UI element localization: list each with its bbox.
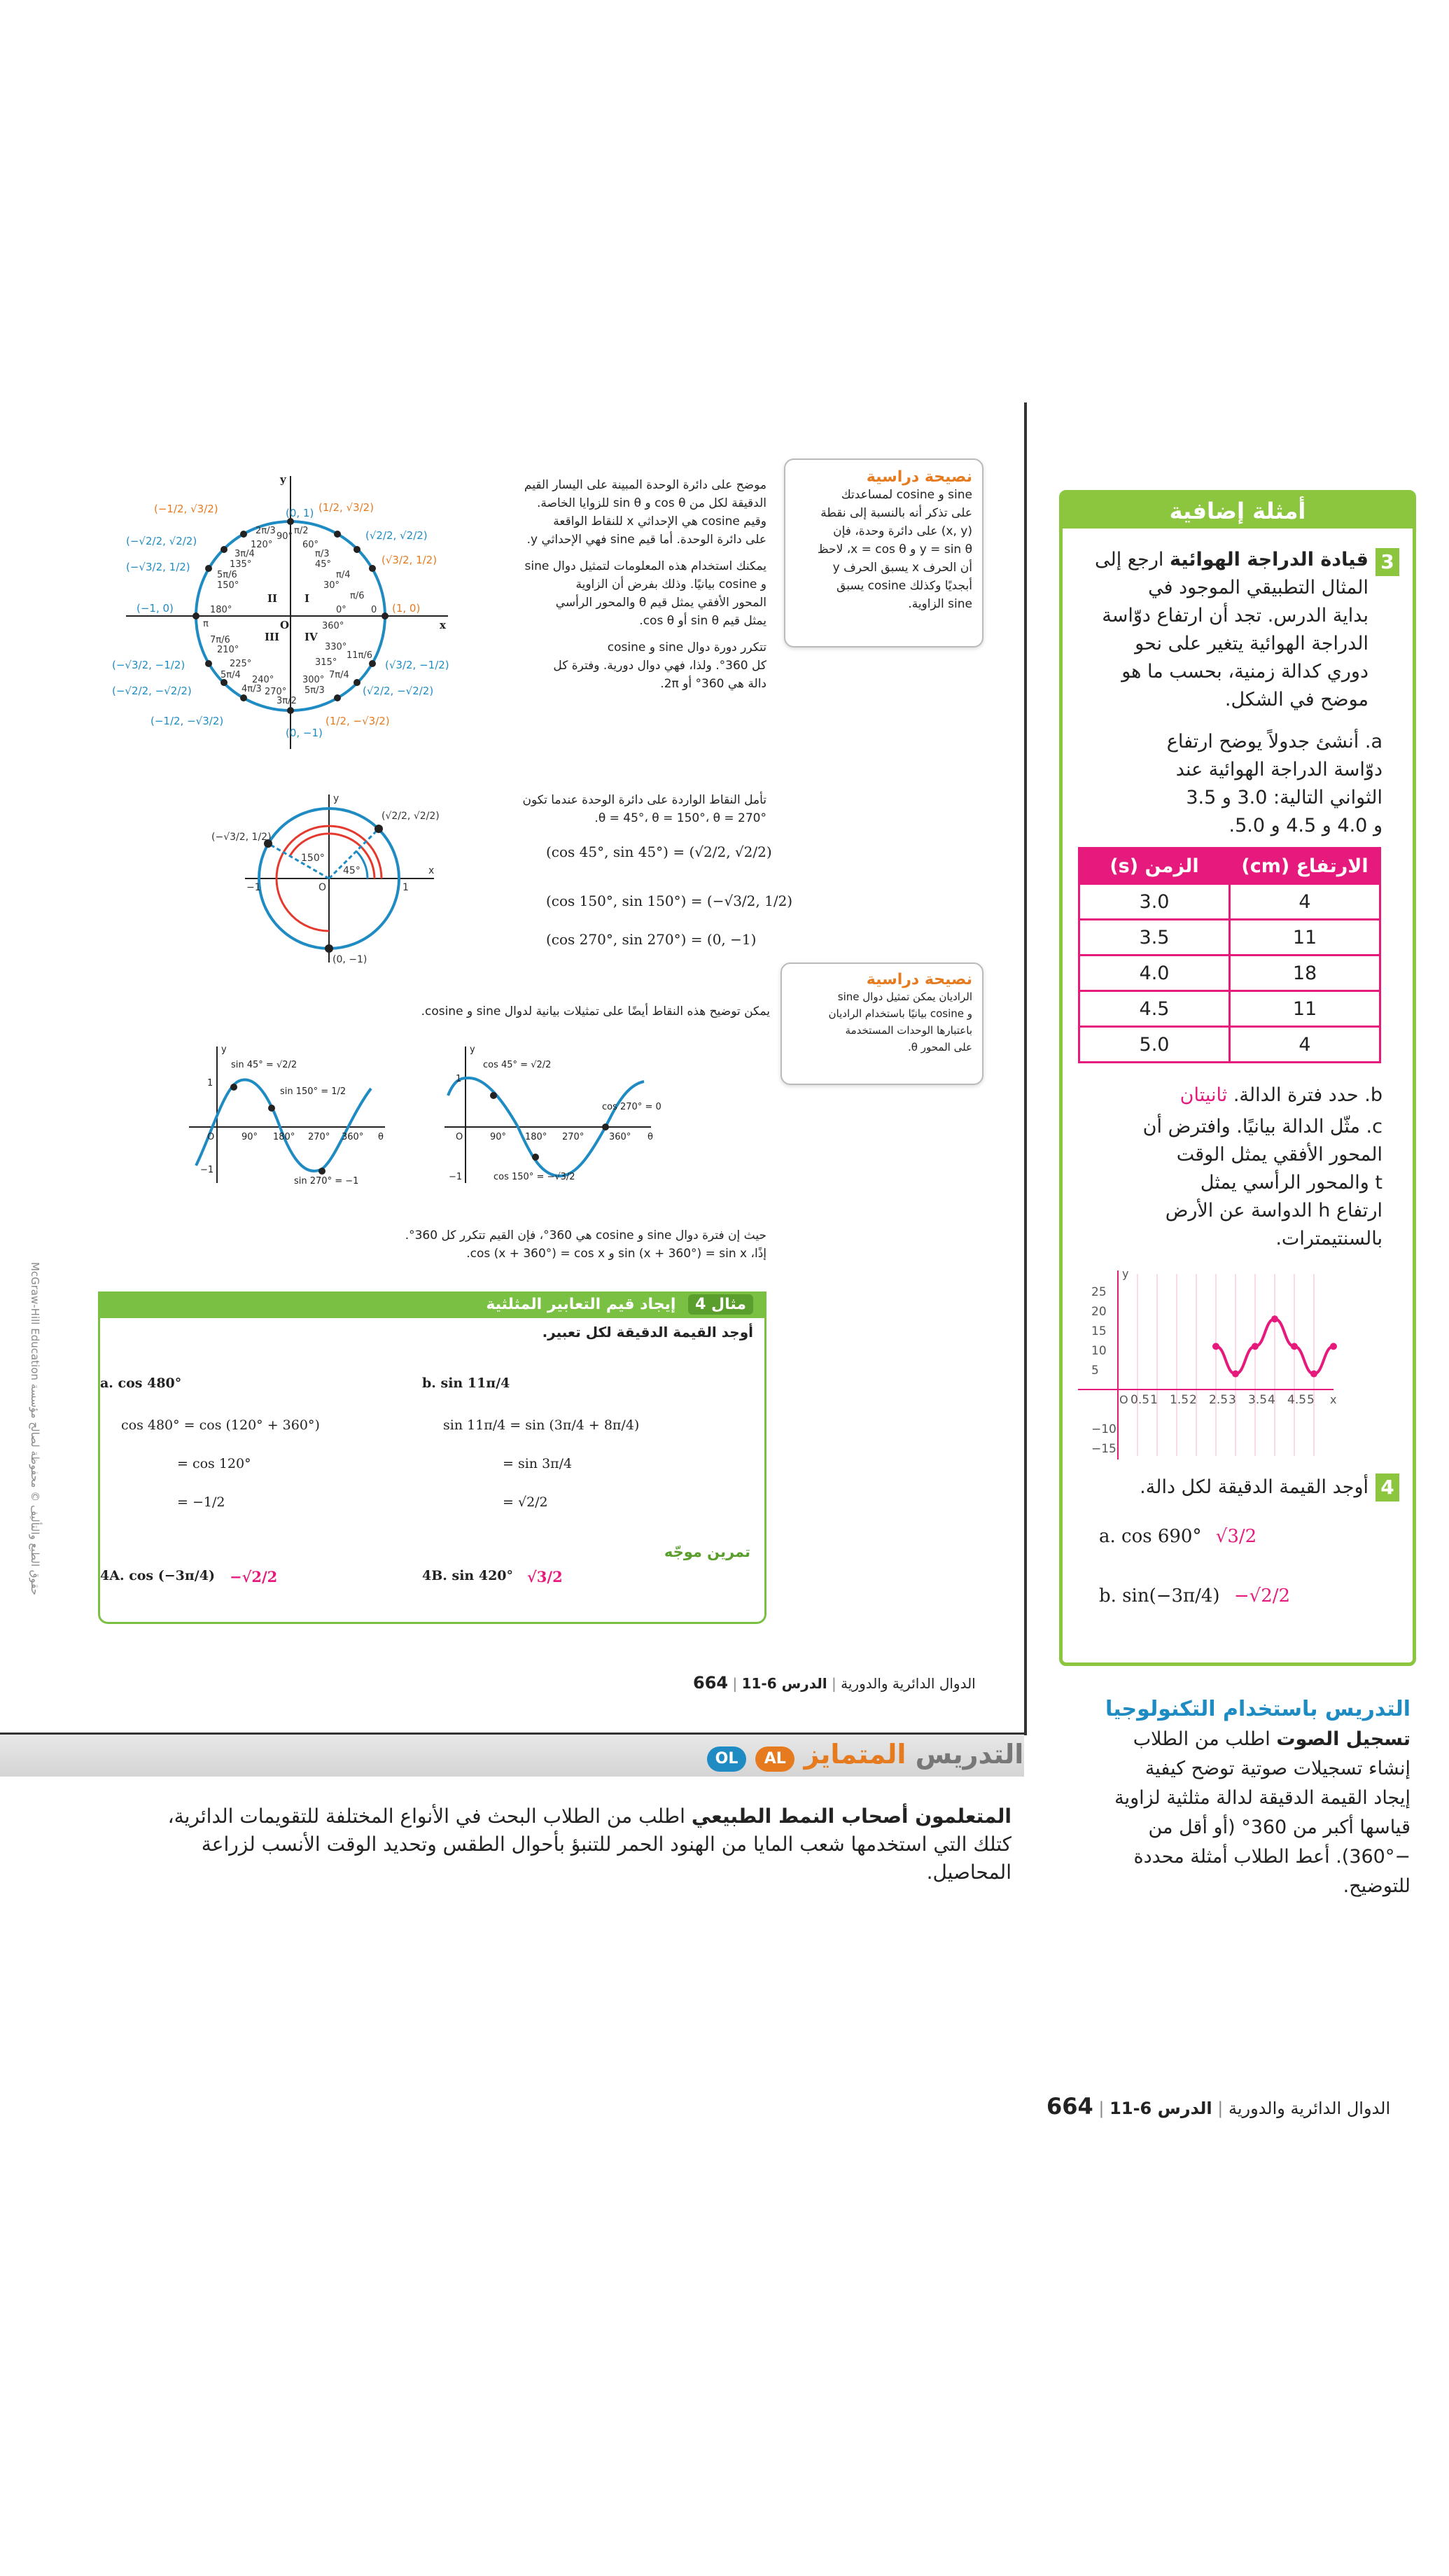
tech-subtitle: تسجيل الصوت (1276, 1728, 1410, 1750)
angle-label: 210° (217, 645, 239, 655)
study-tip-1-line: y = sin θ و x = cos θ، لاحظ (817, 542, 972, 556)
radian-label: 0 (371, 605, 377, 615)
part-a-step: = −1/2 (177, 1494, 225, 1510)
inner-footer-title: الدوال الدائرية والدورية (841, 1675, 976, 1692)
part-a-heading: a. cos 480° (100, 1376, 182, 1391)
quadrant-label: IV (304, 631, 318, 643)
y-tick-label: −10 (1091, 1422, 1116, 1436)
part-b-step: = √2/2 (503, 1494, 548, 1510)
sine-label: sin 150° = 1/2 (280, 1086, 346, 1097)
intro-line: على دائرة الوحدة. أما قيم sine فهي الإحداثي y. (526, 533, 766, 547)
tech-section (1057, 1694, 1410, 1901)
point-equation: (cos 270°, sin 270°) = (0, −1) (546, 931, 757, 948)
cos-label: cos 45° = √2/2 (483, 1060, 552, 1070)
exercise-4b-answer: √3/2 (527, 1568, 563, 1586)
curve-point (1291, 1343, 1298, 1350)
side-ex3b: b. حدد فترة الدالة. (1233, 1084, 1382, 1106)
table-row (1079, 920, 1380, 955)
curve-point (1212, 1343, 1219, 1350)
points-intro (458, 791, 766, 827)
period-line: حيث إن فترة دوال sine و cosine هي 360°، فإن القيم تتكرر كل 360°. (405, 1228, 766, 1242)
curve-point (1232, 1371, 1239, 1378)
y-tick-label: 15 (1091, 1324, 1107, 1338)
tick-label: 180° (273, 1132, 295, 1142)
origin: O (456, 1132, 463, 1142)
exercise-4a: 4A. cos (−3π/4) (100, 1568, 215, 1583)
angle-label: 180° (210, 605, 232, 615)
angle-label: 150° (217, 580, 239, 591)
side-ex3a-line: دوّاسة الدراجة الهوائية عند (1175, 759, 1382, 780)
side-ex4b (1099, 1586, 1290, 1606)
point-cos150 (532, 1154, 539, 1161)
radian-label: 5π/3 (304, 685, 325, 696)
circle-label: (√3/2, −1/2) (385, 659, 449, 671)
axis-x-label: x (440, 619, 446, 631)
angle-label: 30° (323, 580, 340, 591)
radian-label: 11π/6 (346, 650, 373, 661)
side-ex3-line: موضح في الشكل. (1224, 689, 1368, 710)
circle-label: (−√3/2, −1/2) (112, 659, 186, 671)
point-equation: (cos 150°, sin 150°) = (−√3/2, 1/2) (546, 892, 793, 909)
example-4-instruction: أوجد القيمة الدقيقة لكل تعبير. (542, 1324, 753, 1340)
table-cell: 4 (1230, 1027, 1380, 1063)
x-tick-label: 2 (1189, 1393, 1197, 1407)
circle-label: (−√2/2, √2/2) (126, 535, 197, 547)
sine-label: sin 270° = −1 (294, 1176, 359, 1186)
table-cell: 5.0 (1079, 1027, 1230, 1063)
side-ex3 (1074, 546, 1368, 714)
tick-label: 360° (609, 1132, 631, 1142)
cos-label: cos 150° = −√3/2 (493, 1172, 575, 1182)
radian-label: π (203, 619, 209, 629)
differentiated-title (707, 1739, 1023, 1772)
intro-line: تتكرر دورة دوال sine و cosine (607, 640, 766, 654)
table-header-row (1079, 848, 1380, 884)
radian-label: π/4 (336, 570, 351, 580)
study-tip-2-line: الراديان يمكن تمثيل دوال sine (837, 990, 972, 1003)
outer-footer-lesson: الدرس 6-11 (1110, 2099, 1212, 2118)
table-row (1079, 955, 1380, 991)
side-ex3-line: دوري كدالة زمنية، بحسب ما هو (1121, 661, 1368, 682)
circle-label: (−1/2, √3/2) (154, 503, 218, 515)
side-ex3-line: ارجع إلى المثال التطبيقي الموجود في (1094, 549, 1368, 598)
y-one: 1 (207, 1078, 214, 1088)
angle-label: 300° (302, 675, 325, 685)
study-tip-1-line: أن الحرف x يسبق الحرف y (832, 561, 972, 575)
unit-circle-diagram (105, 469, 455, 756)
cos-label: cos 270° = 0 (602, 1102, 662, 1112)
exercise-4a-answer: −√2/2 (230, 1568, 278, 1586)
curve-point (1252, 1343, 1259, 1350)
part-b-step: sin 11π/4 = sin (3π/4 + 8π/4) (443, 1418, 640, 1433)
y-tick-label: 20 (1091, 1305, 1107, 1319)
points-intro-line: θ = 45°، θ = 150°، θ = 270°. (594, 811, 766, 825)
badge-al: AL (755, 1746, 794, 1772)
intro-line: المحور الأفقي يمثل قيم θ والمحور الرأسي (555, 596, 766, 610)
tick-label: 270° (308, 1132, 330, 1142)
graphs-intro: يمكن توضيح هذه النقاط أيضًا على تمثيلات بيانية لدوال sine و cosine. (421, 1004, 770, 1018)
side-ex4-number: 4 (1376, 1474, 1399, 1502)
angle-label: 240° (252, 675, 274, 685)
intro-line: موضح على دائرة الوحدة المبينة على اليسار القيم (524, 478, 766, 492)
point-sin45 (230, 1084, 237, 1091)
fig-label: y (333, 793, 340, 804)
fig-label: (−√3/2, 1/2) (211, 832, 272, 843)
study-tip-2-title: نصيحة دراسية (866, 971, 972, 988)
period-line: إذًا، sin (x + 360°) = sin x و cos (x + 360°) = cos x. (466, 1247, 766, 1261)
angle-label: 270° (265, 687, 287, 697)
radian-label: 5π/4 (220, 670, 241, 680)
x-tick-label: 0.5 (1130, 1393, 1150, 1407)
table-cell: 4 (1230, 884, 1380, 920)
tech-line: للتوضيح. (1343, 1875, 1410, 1897)
table-cell: 3.5 (1079, 920, 1230, 955)
example-4-header (100, 1292, 764, 1318)
side-ex4b-answer: −√2/2 (1233, 1586, 1291, 1606)
intro-text (486, 476, 766, 693)
y-neg-one: −1 (449, 1172, 463, 1182)
example-4-box (98, 1292, 766, 1624)
diff-line: كتلك التي استخدمها شعب المايا من الهنود الحمر للتنبؤ بأحوال الطقس وتحديد الوقت الأنسب لزراعة (201, 1833, 1011, 1856)
study-tip-1-line: sine الزاوية. (908, 597, 972, 611)
study-tip-1-line: على تذكر أنه بالنسبة إلى نقطة (820, 506, 972, 520)
intro-line: يمثل قيم sin θ أو cos θ. (639, 614, 766, 628)
quadrant-label: III (265, 631, 280, 643)
period-note (301, 1226, 766, 1263)
side-ex4a-expr: a. cos 690° (1099, 1526, 1202, 1547)
circle-label: (−1, 0) (136, 602, 174, 615)
radian-label: 2π/3 (255, 526, 276, 536)
points-intro-line: تأمل النقاط الواردة على دائرة الوحدة عندما تكون (522, 793, 766, 807)
side-ex3c-line: المحور الأفقي يمثل الوقت (1176, 1144, 1382, 1166)
tech-line: إنشاء تسجيلات صوتية توضح كيفية (1144, 1758, 1410, 1779)
origin-label: O (280, 619, 290, 631)
y-tick-label: −15 (1091, 1442, 1116, 1456)
diff-line: اطلب من الطلاب البحث في الأنواع المختلفة للتقويمات الدائرية، (167, 1805, 685, 1828)
angle-label: 315° (315, 657, 337, 668)
intro-line: الدقيقة لكل من cos θ و sin θ للزوايا الخاصة. (537, 496, 766, 510)
outer-footer-page: 664 (1046, 2093, 1093, 2120)
study-tip-2-line: و cosine بيانيًا باستخدام الراديان (828, 1007, 972, 1020)
table-cell: 4.0 (1079, 955, 1230, 991)
side-ex3b-answer: ثانيتان (1180, 1084, 1228, 1106)
angle-label: 360° (322, 621, 344, 631)
radian-label: π/3 (315, 549, 330, 559)
inner-footer-lesson: الدرس 6-11 (741, 1675, 827, 1692)
point-sin150 (268, 1105, 275, 1112)
fig-label: 150° (301, 853, 325, 864)
fig-label: (0, −1) (332, 954, 368, 965)
point-45 (374, 825, 383, 833)
radian-label: π/2 (294, 526, 309, 536)
angle-label: 0° (336, 605, 346, 615)
x-tick-label: 4 (1268, 1393, 1275, 1407)
side-ex3-part-a (1074, 728, 1382, 840)
radian-label: 3π/2 (276, 696, 297, 706)
table-cell: 11 (1230, 920, 1380, 955)
quadrant-label: II (267, 592, 278, 605)
sine-label: sin 45° = √2/2 (231, 1060, 298, 1070)
x-tick-label: 5 (1307, 1393, 1315, 1407)
angle-label: 330° (325, 642, 347, 652)
side-ex3c-line: ارتفاع h الدواسة عن الأرض (1165, 1200, 1382, 1222)
study-tip-2-line: باعتبارها الوحدات المستخدمة (845, 1024, 972, 1037)
x-tick-label: 2.5 (1209, 1393, 1228, 1407)
radian-label: 5π/6 (217, 570, 237, 580)
table-cell: 3.0 (1079, 884, 1230, 920)
origin: O (207, 1132, 215, 1142)
tech-line: اطلب من الطلاب (1133, 1728, 1270, 1750)
angle-label: 225° (230, 659, 252, 669)
side-ex3c-line: t والمحور الرأسي يمثل (1200, 1172, 1382, 1194)
study-tip-1 (784, 458, 983, 648)
differentiated-text (126, 1802, 1011, 1886)
circle-label: (−1/2, −√3/2) (150, 715, 224, 727)
radian-label: 7π/6 (210, 635, 230, 645)
y-one: 1 (456, 1074, 462, 1084)
side-panel-header: أمثلة إضافية (1063, 493, 1413, 528)
table-cell: 4.5 (1079, 991, 1230, 1027)
point-cos270 (602, 1124, 609, 1130)
side-ex4a (1099, 1526, 1256, 1547)
side-ex3a-line: a. أنشئ جدولاً يوضح ارتفاع (1166, 731, 1382, 752)
side-ex3c-line: c. مثّل الدالة بيانيًا. وافترض أن (1142, 1116, 1382, 1138)
radian-label: π/6 (350, 591, 365, 601)
circle-label: (1/2, √3/2) (318, 501, 374, 514)
example-4-title: إيجاد قيم التعابير المثلثية (486, 1296, 676, 1313)
angle-label: 45° (315, 559, 332, 570)
axis-y: y (470, 1044, 475, 1055)
axis-theta: θ (378, 1132, 384, 1142)
point-sin270 (318, 1168, 326, 1175)
x-tick-label: 3 (1228, 1393, 1236, 1407)
table-cell: 11 (1230, 991, 1380, 1027)
radian-label: 3π/4 (234, 549, 255, 559)
angle-label: 60° (302, 540, 319, 550)
x-tick-label: 1.5 (1170, 1393, 1189, 1407)
fig-label: −1 (246, 882, 261, 893)
tick-label: 360° (342, 1132, 364, 1142)
table-row (1079, 1027, 1380, 1063)
side-ex3c-line: بالسنتيمترات. (1275, 1228, 1382, 1250)
guided-practice-label: تمرين موجّه (664, 1544, 750, 1560)
intro-line: و cosine بيانيًا. وذلك بفرض أن الزاوية (575, 578, 766, 592)
pedal-height-graph (1074, 1267, 1340, 1463)
part-a-step: cos 480° = cos (120° + 360°) (121, 1418, 320, 1433)
side-ex3-line: الدراجة الهوائية يتغير على نحو (1135, 633, 1368, 654)
quadrant-label: I (304, 592, 310, 605)
side-ex3a-line: الثواني التالية: 3.0 و 3.5 (1186, 787, 1382, 808)
part-b-step: = sin 3π/4 (503, 1456, 573, 1471)
x-tick-label: 1 (1150, 1393, 1158, 1407)
tech-line: قياسها أكبر من 360° (أو أقل من (1148, 1816, 1410, 1838)
intro-line: يمكنك استخدام هذه المعلومات لتمثيل دوال sine (524, 559, 766, 573)
tech-line: −360°). أعط الطلاب أمثلة محددة (1133, 1846, 1410, 1868)
table-row (1079, 884, 1380, 920)
diff-title-gray: التدريس (915, 1739, 1024, 1770)
axis-y: y (221, 1044, 227, 1055)
side-ex4-text: أوجد القيمة الدقيقة لكل دالة. (1140, 1476, 1368, 1498)
part-b-heading: b. sin 11π/4 (422, 1376, 510, 1391)
side-ex3-number: 3 (1376, 548, 1399, 576)
curve-point (1330, 1343, 1337, 1350)
fig-label: O (318, 882, 327, 893)
angles-circle-diagram (203, 791, 455, 966)
point-270 (325, 944, 333, 953)
angle-label: 135° (230, 559, 252, 570)
tech-line: إيجاد القيمة الدقيقة لدالة مثلثية لزاوية (1114, 1787, 1410, 1809)
tick-label: 180° (525, 1132, 547, 1142)
intro-line: دالة هي 360° أو 2π. (660, 677, 766, 691)
angle-label: 120° (251, 540, 273, 550)
x-tick-label: 4.5 (1287, 1393, 1307, 1407)
study-tip-1-line: sine و cosine لمساعدتك (841, 488, 972, 502)
side-ex3-line: بداية الدرس. تجد أن ارتفاع دوّاسة (1102, 605, 1368, 626)
study-tip-1-title: نصيحة دراسية (866, 468, 972, 486)
table-header: الارتفاع (cm) (1230, 848, 1380, 884)
axis-y-label: y (1122, 1267, 1129, 1280)
height-table (1078, 847, 1381, 1063)
axis-y-label: y (280, 473, 286, 486)
circle-label: (0, 1) (286, 507, 314, 519)
origin-label: O (1119, 1393, 1128, 1406)
circle-label: (√2/2, √2/2) (365, 529, 428, 542)
side-ex3-part-b (1074, 1082, 1382, 1110)
circle-label: (1/2, −√3/2) (326, 715, 390, 727)
sine-graph (182, 1040, 392, 1186)
side-ex3a-line: و 4.0 و 4.5 و 5.0. (1228, 815, 1382, 836)
fig-label: 1 (402, 882, 409, 893)
curve-point (1271, 1315, 1278, 1322)
axis-x-label: x (1330, 1393, 1337, 1406)
circle-label: (√2/2, −√2/2) (363, 685, 434, 697)
radian-label: 4π/3 (241, 684, 262, 694)
study-tip-2-line: على المحور θ. (907, 1041, 972, 1054)
circle-label: (1, 0) (392, 602, 421, 615)
tick-label: 90° (241, 1132, 258, 1142)
diff-bold: المتعلمون أصحاب النمط الطبيعي (691, 1805, 1011, 1828)
study-tip-1-line: (x, y) على دائرة وحدة، فإن (833, 524, 972, 538)
example-4-label: مثال 4 (688, 1294, 753, 1315)
inner-footer-page: 664 (693, 1673, 729, 1693)
study-tip-2 (780, 962, 983, 1085)
table-cell: 18 (1230, 955, 1380, 991)
intro-line: وقيم cosine هي الإحداثي x للنقاط الواقعة (553, 514, 766, 528)
y-neg-one: −1 (200, 1165, 214, 1175)
copyright-note: حقوق الطبع والتأليف © محفوظة لصالح مؤسسة McGraw-Hill Education (29, 1261, 41, 1595)
diff-line: المحاصيل. (926, 1861, 1011, 1884)
tick-label: 90° (490, 1132, 507, 1142)
side-ex3-title: قيادة الدراجة الهوائية (1170, 549, 1368, 570)
diff-title-orange: المتمايز (804, 1739, 906, 1770)
circle-label: (−√2/2, −√2/2) (112, 685, 192, 697)
y-tick-label: 10 (1091, 1344, 1107, 1358)
y-tick-label: 25 (1091, 1285, 1107, 1299)
study-tip-1-line: أبجديًا وكذلك cosine يسبق (836, 579, 972, 593)
tick-label: 270° (562, 1132, 584, 1142)
x-tick-label: 3.5 (1248, 1393, 1268, 1407)
side-ex4b-expr: b. sin(−3π/4) (1099, 1586, 1220, 1606)
point-cos45 (490, 1092, 497, 1099)
cosine-graph (438, 1040, 662, 1186)
side-ex4a-answer: √3/2 (1215, 1526, 1257, 1547)
side-ex3-part-c (1074, 1113, 1382, 1253)
point-equation: (cos 45°, sin 45°) = (√2/2, √2/2) (546, 844, 772, 860)
radian-label: 7π/4 (329, 670, 349, 680)
circle-label: (0, −1) (286, 727, 323, 739)
badge-ol: OL (707, 1746, 746, 1772)
y-tick-label: 5 (1091, 1364, 1099, 1378)
angle-label: 90° (276, 531, 293, 542)
part-a-step: = cos 120° (177, 1456, 251, 1471)
curve-point (1310, 1371, 1317, 1378)
intro-line: كل 360°. ولذا، فهي دوال دورية. وفترة كل (553, 659, 766, 673)
fig-label: (√2/2, √2/2) (382, 811, 440, 822)
exercise-4b: 4B. sin 420° (422, 1568, 514, 1583)
circle-label: (√3/2, 1/2) (382, 554, 438, 566)
circle-label: (−√3/2, 1/2) (126, 561, 190, 573)
inner-footer: الدوال الدائرية والدورية | الدرس 6-11 | 664 (693, 1673, 976, 1693)
fig-label: 45° (343, 865, 360, 876)
fig-label: x (428, 865, 435, 876)
axis-theta: θ (648, 1132, 653, 1142)
tech-title: التدريس باستخدام التكنولوجيا (1105, 1697, 1410, 1721)
table-row (1079, 991, 1380, 1027)
outer-footer-title: الدوال الدائرية والدورية (1228, 2099, 1391, 2118)
outer-footer: الدوال الدائرية والدورية | الدرس 6-11 | 664 (1046, 2093, 1391, 2120)
table-header: الزمن (s) (1079, 848, 1230, 884)
